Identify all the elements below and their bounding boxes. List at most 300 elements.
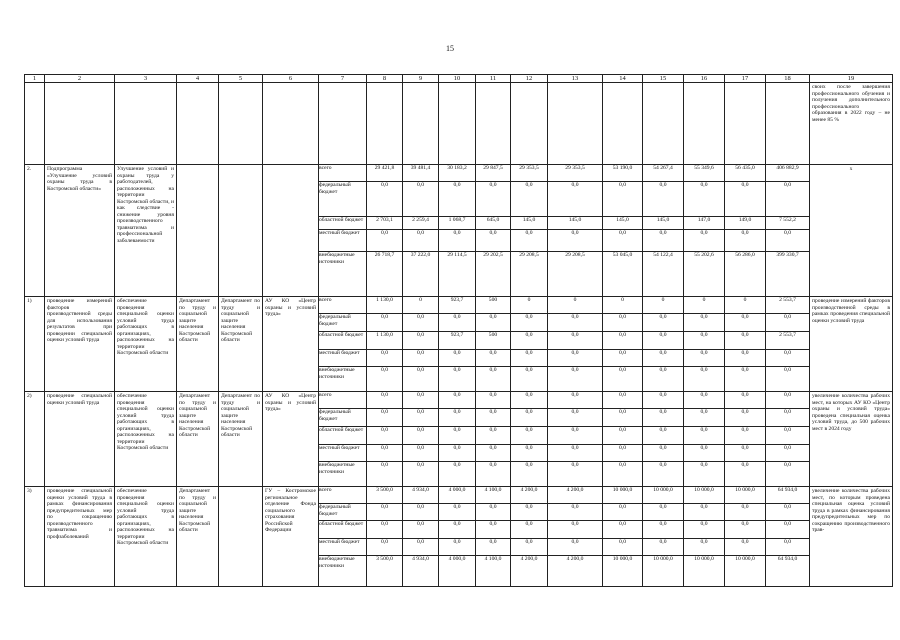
- carry-over-row: [25, 83, 893, 165]
- funding-value: 0,0: [367, 392, 403, 409]
- block-result-cell: [810, 487, 893, 587]
- funding-value: 0,0: [439, 392, 476, 409]
- funding-value: 0: [511, 297, 548, 314]
- funding-value: 0,0: [476, 521, 511, 539]
- funding-value: 0,0: [511, 367, 548, 392]
- funding-value: 10 000,0: [725, 487, 766, 504]
- funding-value: 0,0: [367, 314, 403, 332]
- block-c2-cell: [45, 297, 115, 392]
- funding-value: 145,0: [603, 217, 643, 230]
- block-c5-text: [219, 165, 262, 166]
- funding-value: 0,0: [766, 409, 810, 427]
- funding-value: 10 000,0: [725, 556, 766, 587]
- funding-value: 4 200,0: [511, 556, 548, 587]
- funding-value: 406 882,9: [766, 165, 810, 182]
- block-c6-cell: [263, 392, 319, 487]
- column-number-6: 6: [263, 75, 319, 83]
- funding-value: 0,0: [603, 350, 643, 367]
- funding-value: 0,0: [643, 462, 684, 487]
- funding-value: 0,0: [603, 332, 643, 350]
- funding-value: 0,0: [511, 392, 548, 409]
- funding-value: 10 000,0: [684, 556, 725, 587]
- funding-value: 0,0: [603, 392, 643, 409]
- funding-value: 10 000,0: [643, 487, 684, 504]
- funding-value: 0,0: [684, 539, 725, 556]
- funding-value: 0,0: [476, 504, 511, 521]
- block-c1-cell: [25, 487, 45, 587]
- funding-value: 0,0: [367, 462, 403, 487]
- funding-value: 0,0: [603, 427, 643, 445]
- funding-source-label: федеральный бюджет: [319, 314, 367, 332]
- funding-value: 0,0: [511, 314, 548, 332]
- funding-value: 0,0: [684, 392, 725, 409]
- block-c3-cell: [115, 392, 177, 487]
- funding-value: 0,0: [548, 314, 603, 332]
- funding-value: 2 553,7: [766, 332, 810, 350]
- funding-value: 0,0: [476, 409, 511, 427]
- funding-value: 0,0: [643, 182, 684, 217]
- funding-source-label: местный бюджет: [319, 230, 367, 252]
- block-c5-text: [219, 487, 262, 488]
- funding-source-label: внебюджетные источники: [319, 252, 367, 297]
- block-c4-text: Департамент по труду и социальной защите населения Костромской области: [179, 488, 216, 534]
- funding-value: 145,0: [643, 217, 684, 230]
- funding-value: 0,0: [684, 332, 725, 350]
- block-c1-cell: [25, 297, 45, 392]
- funding-value: 0,0: [725, 504, 766, 521]
- funding-value: 4 934,0: [403, 487, 439, 504]
- column-number-13: 13: [548, 75, 603, 83]
- funding-value: 0,0: [725, 350, 766, 367]
- funding-value: 0: [725, 297, 766, 314]
- column-number-9: 9: [403, 75, 439, 83]
- block-result-cell: [810, 392, 893, 487]
- funding-value: 4 200,0: [511, 487, 548, 504]
- funding-value: 0: [548, 297, 603, 314]
- funding-value: 0,0: [439, 539, 476, 556]
- funding-value: 0,0: [403, 314, 439, 332]
- funding-value: 0,0: [476, 314, 511, 332]
- funding-value: 0,0: [439, 367, 476, 392]
- funding-value: 0,0: [511, 445, 548, 462]
- column-number-17: 17: [725, 75, 766, 83]
- funding-value: 0,0: [766, 230, 810, 252]
- funding-value: 0,0: [476, 367, 511, 392]
- funding-value: 399 330,7: [766, 252, 810, 297]
- funding-source-label: всего: [319, 487, 367, 504]
- funding-value: 29 353,5: [511, 165, 548, 182]
- funding-value: 0,0: [476, 539, 511, 556]
- funding-value: 29 208,5: [511, 252, 548, 297]
- funding-value: 0,0: [403, 462, 439, 487]
- funding-value: 0,0: [548, 392, 603, 409]
- funding-value: 0,0: [548, 427, 603, 445]
- funding-value: 0,0: [725, 409, 766, 427]
- funding-value: 500: [476, 297, 511, 314]
- funding-value: 4 934,0: [403, 556, 439, 587]
- funding-value: 0: [603, 297, 643, 314]
- funding-value: 0,0: [603, 445, 643, 462]
- funding-source-label: местный бюджет: [319, 350, 367, 367]
- block-c4-cell: [177, 392, 219, 487]
- funding-value: 0,0: [766, 392, 810, 409]
- column-number-3: 3: [115, 75, 177, 83]
- funding-value: 0,0: [511, 230, 548, 252]
- block-c6-cell: [263, 165, 319, 297]
- funding-value: 4 100,0: [476, 556, 511, 587]
- funding-value: 0,0: [476, 445, 511, 462]
- funding-value: 0,0: [403, 392, 439, 409]
- funding-value: 0,0: [367, 350, 403, 367]
- funding-value: 0,0: [766, 427, 810, 445]
- column-number-11: 11: [476, 75, 511, 83]
- block-c1-text: 1): [27, 298, 32, 304]
- block-c5-cell: [219, 487, 263, 587]
- program-table: [24, 74, 893, 587]
- funding-value: 0,0: [403, 427, 439, 445]
- table-row: [25, 392, 893, 409]
- funding-value: 0,0: [643, 332, 684, 350]
- funding-value: 0,0: [766, 182, 810, 217]
- block-c1-text: 2.: [27, 166, 32, 172]
- funding-value: 0,0: [511, 332, 548, 350]
- funding-value: 0,0: [548, 230, 603, 252]
- funding-value: 0,0: [367, 539, 403, 556]
- carry-over-result-text: своих после завершения профессионального обучения и получения дополнительного профессионального образования в 2022 году – не менее 85 %: [812, 84, 890, 123]
- funding-value: 0,0: [766, 314, 810, 332]
- block-c1-cell: [25, 165, 45, 297]
- funding-value: 0,0: [511, 462, 548, 487]
- funding-value: 0,0: [725, 445, 766, 462]
- funding-value: 4 200,0: [548, 487, 603, 504]
- funding-value: 0,0: [548, 462, 603, 487]
- block-c4-text: Департамент по труду и социальной защите населения Костромской области: [179, 393, 216, 439]
- block-c6-cell: [263, 297, 319, 392]
- funding-value: 64 934,0: [766, 487, 810, 504]
- column-number-2: 2: [45, 75, 115, 83]
- funding-value: 0,0: [367, 367, 403, 392]
- funding-value: 0,0: [725, 182, 766, 217]
- column-number-10: 10: [439, 75, 476, 83]
- column-number-7: 7: [319, 75, 367, 83]
- column-number-1: 1: [25, 75, 45, 83]
- funding-value: 0,0: [367, 521, 403, 539]
- column-number-19: 19: [810, 75, 893, 83]
- funding-value: 0,0: [766, 445, 810, 462]
- funding-value: 3 500,0: [367, 487, 403, 504]
- block-c6-text: АУ КО «Центр охраны и условий труда»: [265, 393, 316, 413]
- funding-value: 0,0: [439, 350, 476, 367]
- block-result-text: увеличение количества рабочих мест, по которым проведена специальная оценка условий труда в рамках финансирования предупредительных мер по сокращению производственного трав-: [812, 488, 890, 534]
- block-c2-text: Подпрограмма «Улучшение условий охраны труда в Костромской области»: [47, 166, 112, 192]
- funding-value: 0,0: [367, 230, 403, 252]
- funding-value: 29 421,8: [367, 165, 403, 182]
- funding-value: 0,0: [684, 314, 725, 332]
- funding-value: 0,0: [603, 462, 643, 487]
- funding-value: 0,0: [725, 539, 766, 556]
- funding-value: 0,0: [643, 427, 684, 445]
- funding-value: 0,0: [439, 314, 476, 332]
- funding-value: 55 202,6: [684, 252, 725, 297]
- funding-source-label: местный бюджет: [319, 539, 367, 556]
- funding-source-label: внебюджетные источники: [319, 556, 367, 587]
- funding-source-label: областной бюджет: [319, 332, 367, 350]
- block-result-text: проведение измерений факторов производственной среды в рамках проведения специальной оценки условий труда: [812, 298, 890, 324]
- funding-value: 26 718,7: [367, 252, 403, 297]
- funding-value: 0,0: [439, 409, 476, 427]
- funding-value: 2 259,4: [403, 217, 439, 230]
- table-body: [25, 75, 893, 587]
- funding-value: 0: [403, 297, 439, 314]
- funding-value: 0,0: [643, 392, 684, 409]
- funding-value: 0,0: [403, 350, 439, 367]
- funding-value: 0,0: [603, 521, 643, 539]
- funding-value: 0,0: [403, 445, 439, 462]
- funding-value: 0,0: [684, 182, 725, 217]
- funding-value: 0,0: [403, 182, 439, 217]
- column-number-row: [25, 75, 893, 83]
- funding-value: 1 068,7: [439, 217, 476, 230]
- block-c5-text: Департамент по труду и социальной защите населения Костромской области: [221, 393, 260, 439]
- block-c2-text: проведение специальной оценки условий труда в рамках финансирования предупредительных мер по сокращению производственного травматизма и профзаболеваний: [47, 488, 112, 540]
- funding-value: 0,0: [643, 350, 684, 367]
- funding-value: 0,0: [766, 539, 810, 556]
- funding-value: 55 349,6: [684, 165, 725, 182]
- funding-value: 0,0: [367, 182, 403, 217]
- funding-value: 0,0: [511, 521, 548, 539]
- funding-value: 0,0: [766, 521, 810, 539]
- funding-value: 54 122,4: [643, 252, 684, 297]
- funding-value: 0,0: [548, 539, 603, 556]
- funding-value: 0,0: [439, 182, 476, 217]
- funding-value: 0,0: [725, 230, 766, 252]
- column-number-18: 18: [766, 75, 810, 83]
- block-c4-text: Департамент по труду и социальной защите населения Костромской области: [179, 298, 216, 344]
- block-result-text: х: [849, 166, 853, 172]
- funding-value: 0,0: [684, 409, 725, 427]
- funding-value: 0,0: [476, 392, 511, 409]
- table-row: [25, 487, 893, 504]
- funding-value: 64 934,0: [766, 556, 810, 587]
- funding-value: 0,0: [403, 504, 439, 521]
- funding-source-label: федеральный бюджет: [319, 409, 367, 427]
- table-row: [25, 165, 893, 182]
- funding-value: 0,0: [725, 392, 766, 409]
- block-c2-cell: [45, 392, 115, 487]
- funding-value: 0,0: [548, 350, 603, 367]
- funding-value: 1 130,0: [367, 332, 403, 350]
- funding-value: 0,0: [684, 367, 725, 392]
- funding-value: 0,0: [403, 332, 439, 350]
- block-c3-text: обеспечение проведения специальной оценки условий труда работающих в организациях, расположенных на территории Костромской области: [117, 298, 174, 357]
- block-c1-text: 2): [27, 393, 32, 399]
- funding-value: 10 000,0: [684, 487, 725, 504]
- block-c1-cell: [25, 392, 45, 487]
- block-c2-text: проведение специальной оценки условий труда: [47, 393, 112, 406]
- funding-value: 0,0: [766, 367, 810, 392]
- funding-value: 2 553,7: [766, 297, 810, 314]
- funding-source-label: областной бюджет: [319, 217, 367, 230]
- funding-value: 0,0: [766, 350, 810, 367]
- funding-source-label: областной бюджет: [319, 521, 367, 539]
- block-c4-cell: [177, 297, 219, 392]
- funding-value: 0,0: [548, 367, 603, 392]
- block-c2-cell: [45, 165, 115, 297]
- column-number-4: 4: [177, 75, 219, 83]
- block-c6-text: [263, 165, 318, 166]
- column-number-12: 12: [511, 75, 548, 83]
- funding-source-label: всего: [319, 165, 367, 182]
- funding-value: 0,0: [725, 462, 766, 487]
- funding-value: 0,0: [367, 504, 403, 521]
- funding-value: 4 200,0: [548, 556, 603, 587]
- funding-value: 645,0: [476, 217, 511, 230]
- funding-value: 0,0: [511, 539, 548, 556]
- funding-value: 0,0: [367, 445, 403, 462]
- funding-value: 145,0: [548, 217, 603, 230]
- funding-value: 0,0: [725, 427, 766, 445]
- funding-value: 4 100,0: [476, 487, 511, 504]
- funding-value: 0,0: [548, 504, 603, 521]
- funding-value: 37 222,0: [403, 252, 439, 297]
- funding-value: 0,0: [476, 182, 511, 217]
- funding-value: 0,0: [548, 332, 603, 350]
- funding-value: 54 267,4: [643, 165, 684, 182]
- funding-value: 0,0: [766, 504, 810, 521]
- block-c2-cell: [45, 487, 115, 587]
- funding-value: 1 130,0: [367, 297, 403, 314]
- block-c3-cell: [115, 487, 177, 587]
- column-number-8: 8: [367, 75, 403, 83]
- funding-source-label: всего: [319, 392, 367, 409]
- funding-source-label: внебюджетные источники: [319, 367, 367, 392]
- funding-value: 0,0: [643, 445, 684, 462]
- column-number-16: 16: [684, 75, 725, 83]
- funding-value: 500: [476, 332, 511, 350]
- funding-value: 30 183,2: [439, 165, 476, 182]
- block-c3-text: обеспечение проведения специальной оценки условий труда работающих в организациях, расположенных на территории Костромской области: [117, 393, 174, 452]
- funding-value: 0,0: [511, 350, 548, 367]
- funding-value: 0,0: [643, 539, 684, 556]
- page-number: 15: [446, 44, 454, 53]
- funding-value: 0,0: [684, 462, 725, 487]
- funding-value: 147,0: [684, 217, 725, 230]
- funding-value: 39 481,4: [403, 165, 439, 182]
- funding-value: 0,0: [643, 230, 684, 252]
- funding-value: 0,0: [403, 367, 439, 392]
- funding-value: 0,0: [603, 182, 643, 217]
- funding-value: 0,0: [603, 539, 643, 556]
- funding-value: 149,0: [725, 217, 766, 230]
- funding-value: 29 353,5: [548, 165, 603, 182]
- block-c5-cell: [219, 392, 263, 487]
- funding-value: 10 000,0: [603, 556, 643, 587]
- table-row: [25, 297, 893, 314]
- block-c4-text: [177, 165, 218, 166]
- funding-value: 0,0: [643, 314, 684, 332]
- column-number-15: 15: [643, 75, 684, 83]
- funding-value: 0,0: [476, 230, 511, 252]
- funding-value: 3 500,0: [367, 556, 403, 587]
- funding-value: 4 000,0: [439, 556, 476, 587]
- funding-source-label: внебюджетные источники: [319, 462, 367, 487]
- block-c3-cell: [115, 297, 177, 392]
- block-c3-cell: [115, 165, 177, 297]
- block-c5-cell: [219, 165, 263, 297]
- funding-value: 0,0: [603, 314, 643, 332]
- column-number-5: 5: [219, 75, 263, 83]
- funding-value: 923,7: [439, 332, 476, 350]
- column-number-14: 14: [603, 75, 643, 83]
- funding-value: 10 000,0: [603, 487, 643, 504]
- funding-value: 53 045,0: [603, 252, 643, 297]
- funding-value: 0,0: [476, 427, 511, 445]
- funding-value: 0,0: [403, 539, 439, 556]
- funding-value: 0,0: [439, 521, 476, 539]
- funding-value: 0,0: [476, 350, 511, 367]
- funding-value: 0,0: [725, 367, 766, 392]
- funding-value: 0,0: [511, 182, 548, 217]
- funding-value: 0,0: [367, 409, 403, 427]
- funding-value: 923,7: [439, 297, 476, 314]
- funding-value: 0,0: [684, 230, 725, 252]
- block-c2-text: проведение измерений факторов производственной среды для использования результатов при проведении специальной оценки условий труда: [47, 298, 112, 344]
- block-c1-text: 3): [27, 488, 32, 494]
- funding-value: 10 000,0: [643, 556, 684, 587]
- funding-value: 0,0: [766, 462, 810, 487]
- funding-value: 0,0: [684, 427, 725, 445]
- funding-value: 0,0: [367, 427, 403, 445]
- funding-value: 0,0: [603, 409, 643, 427]
- funding-value: 0,0: [725, 332, 766, 350]
- funding-value: 29 114,5: [439, 252, 476, 297]
- funding-value: 0,0: [643, 504, 684, 521]
- block-c4-cell: [177, 165, 219, 297]
- funding-value: 0,0: [684, 445, 725, 462]
- funding-value: 0,0: [548, 521, 603, 539]
- funding-value: 29 847,5: [476, 165, 511, 182]
- funding-value: 7 552,2: [766, 217, 810, 230]
- funding-value: 0,0: [439, 230, 476, 252]
- funding-value: 0,0: [476, 462, 511, 487]
- block-c3-text: Улучшение условий и охраны труда у работодателей, расположенных на территории Костромской области, и как следствие - снижение уровня производственного травматизма и профессиональной заболеваемости: [117, 166, 175, 245]
- block-c3-text: обеспечение проведения специальной оценки условий труда работающих в организациях, расположенных на территории Костромской области: [117, 488, 174, 547]
- funding-source-label: местный бюджет: [319, 445, 367, 462]
- funding-source-label: федеральный бюджет: [319, 182, 367, 217]
- funding-value: 0: [684, 297, 725, 314]
- funding-value: 53 190,0: [603, 165, 643, 182]
- funding-value: 145,0: [511, 217, 548, 230]
- funding-value: 0,0: [603, 230, 643, 252]
- funding-value: 0,0: [511, 504, 548, 521]
- funding-value: 0,0: [403, 521, 439, 539]
- funding-source-label: всего: [319, 297, 367, 314]
- block-c4-cell: [177, 487, 219, 587]
- funding-value: 0,0: [511, 427, 548, 445]
- funding-value: 0,0: [548, 409, 603, 427]
- block-result-text: увеличение количества рабочих мест, на которых АУ КО «Центр охраны и условий труда» проведена специальная оценка условий труда, до 500 рабочих мест в 2024 году: [812, 393, 890, 432]
- funding-value: 0,0: [548, 445, 603, 462]
- funding-value: 0,0: [684, 504, 725, 521]
- funding-value: 0,0: [725, 521, 766, 539]
- block-c6-text: ГУ – Костромское региональное отделение Фонда социального страхования Российской Федерации: [265, 488, 316, 534]
- funding-value: 0,0: [725, 314, 766, 332]
- funding-value: 0,0: [684, 521, 725, 539]
- funding-value: 0,0: [403, 409, 439, 427]
- funding-value: 0: [643, 297, 684, 314]
- funding-value: 29 202,5: [476, 252, 511, 297]
- funding-value: 0,0: [439, 462, 476, 487]
